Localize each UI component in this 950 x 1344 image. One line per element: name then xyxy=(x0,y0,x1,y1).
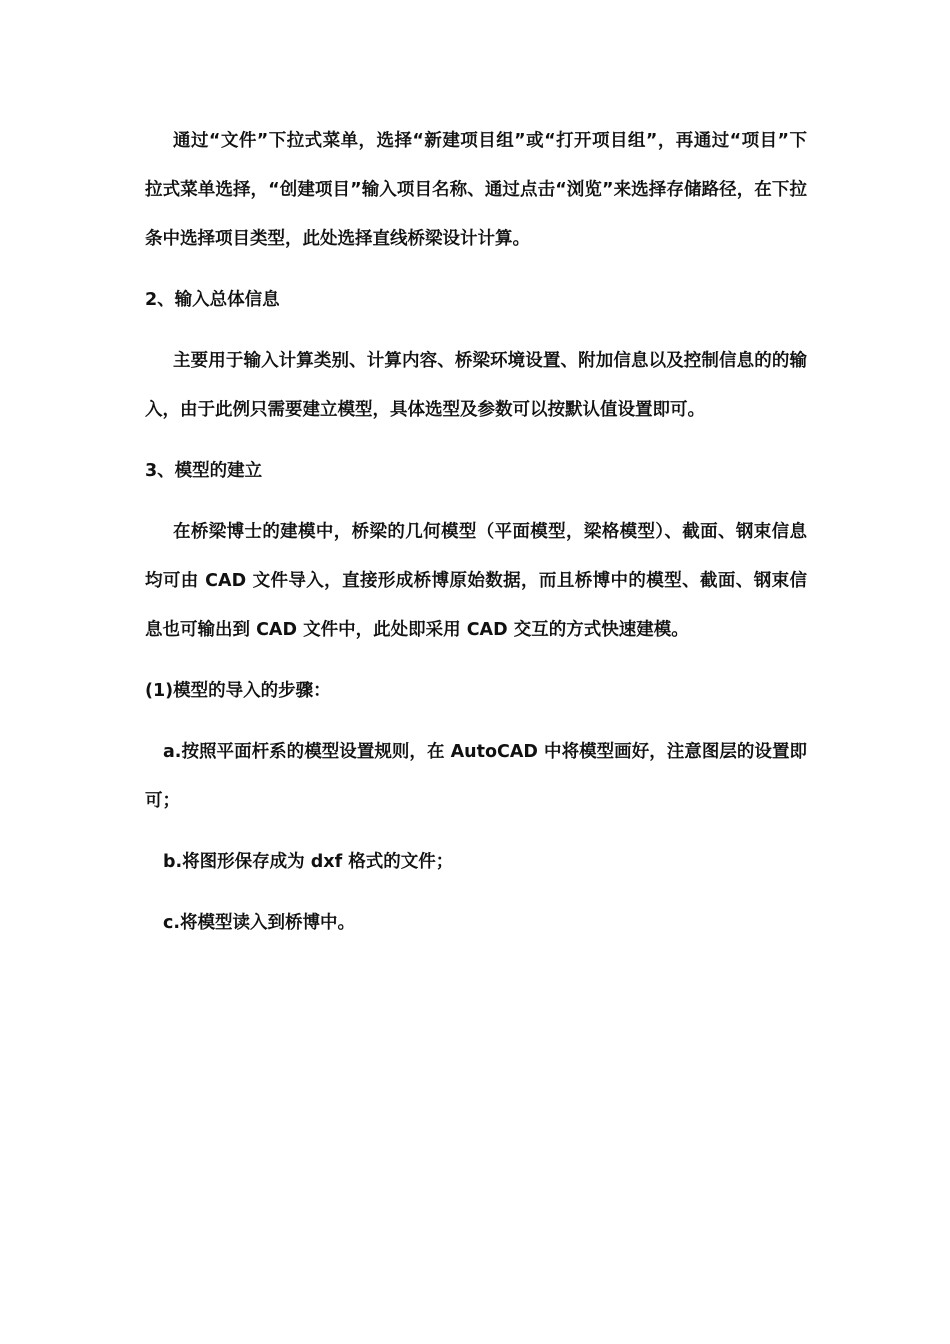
step-a: a.按照平面杆系的模型设置规则，在 AutoCAD 中将模型画好，注意图层的设置即可； xyxy=(145,742,807,811)
document-body xyxy=(145,117,807,948)
heading-model-building: 3、模型的建立 xyxy=(145,461,263,481)
step-c: c.将模型读入到桥博中。 xyxy=(163,913,356,933)
step-b: b.将图形保存成为 dxf 格式的文件； xyxy=(163,852,454,872)
paragraph-general-info: 主要用于输入计算类别、计算内容、桥梁环境设置、附加信息以及控制信息的的输入，由于此例只需要建立模型，具体选型及参数可以按默认值设置即可。 xyxy=(145,351,807,420)
heading-import-steps: (1)模型的导入的步骤： xyxy=(145,681,331,701)
paragraph-create-project: 通过“文件”下拉式菜单，选择“新建项目组”或“打开项目组”，再通过“项目”下拉式菜单选择，“创建项目”输入项目名称、通过点击“浏览”来选择存储路径，在下拉条中选择项目类型，此处选择直线桥梁设计计算。 xyxy=(145,131,807,249)
paragraph-model-building: 在桥梁博士的建模中，桥梁的几何模型（平面模型，梁格模型）、截面、钢束信息均可由 CAD 文件导入，直接形成桥博原始数据，而且桥博中的模型、截面、钢束信息也可输出到 CAD 文件中，此处即采用 CAD 交互的方式快速建模。 xyxy=(145,522,807,640)
heading-input-general-info: 2、输入总体信息 xyxy=(145,290,280,310)
